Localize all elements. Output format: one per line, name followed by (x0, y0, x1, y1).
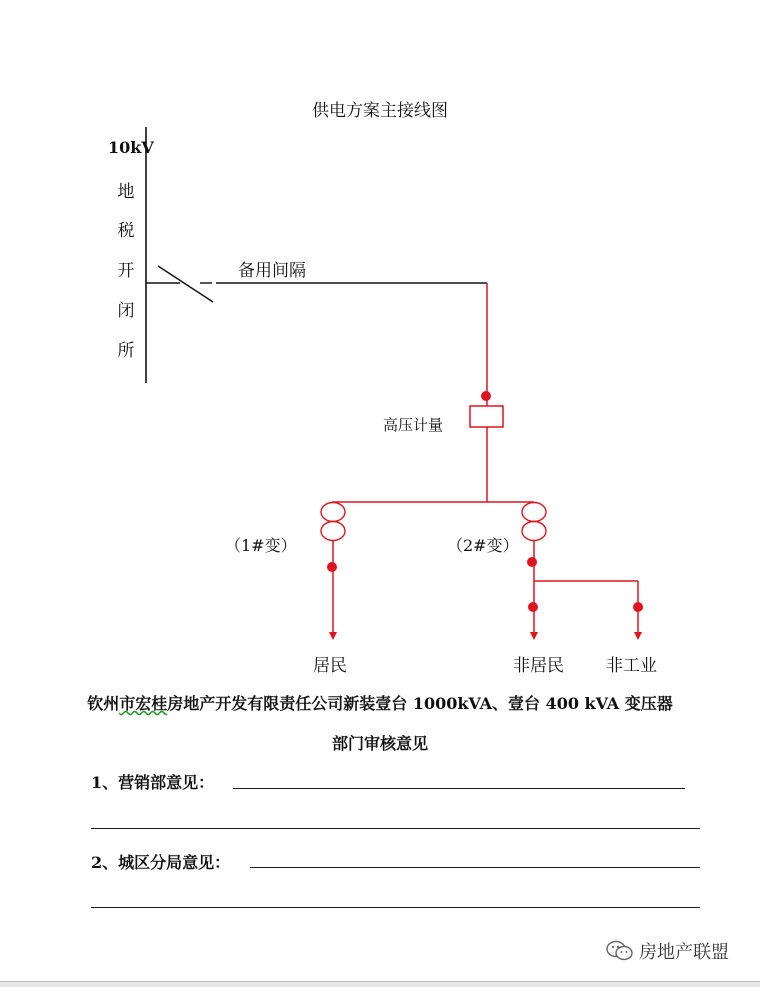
station-voltage-label: 10kV (108, 138, 154, 157)
diagram-title: 供电方案主接线图 (312, 101, 448, 121)
district-opinion-line[interactable] (250, 867, 700, 868)
metering-label: 高压计量 (383, 416, 444, 434)
spare-bay-label: 备用间隔 (238, 261, 306, 281)
station-name-char: 所 (117, 341, 135, 361)
non-industrial-breaker (633, 602, 643, 612)
non-industrial-arrow (634, 632, 642, 640)
marketing-opinion-line[interactable] (233, 788, 685, 789)
notice-line-1 (0, 691, 760, 714)
station-name-char: 开 (117, 261, 135, 281)
switch-blade (158, 266, 213, 302)
residential-arrow (329, 632, 337, 640)
transformer-1-label: （1#变） (225, 536, 297, 555)
marketing-opinion-line-2[interactable] (91, 828, 700, 829)
load-label-non-industrial: 非工业 (606, 656, 657, 676)
wechat-icon (605, 939, 635, 968)
transformer-2-lower-coil (522, 522, 546, 541)
notice-line-1-prefix: 钦州 (87, 694, 120, 713)
watermark (605, 938, 729, 968)
load-label-non-residential: 非居民 (513, 656, 564, 676)
notice-line-2: 部门审核意见 (331, 734, 428, 753)
station-name-char: 税 (117, 221, 135, 241)
district-opinion-line-2[interactable] (91, 907, 700, 908)
station-name-char: 地 (117, 182, 135, 202)
station-name-char: 闭 (117, 301, 135, 321)
non-residential-breaker (528, 602, 538, 612)
non-residential-arrow (530, 632, 538, 640)
transformer-1-lower-coil (321, 522, 345, 541)
transformer-2-label: （2#变） (447, 536, 519, 555)
transformer-1-breaker (327, 562, 337, 572)
load-label-residential: 居民 (313, 656, 347, 676)
transformer-1-upper-coil (321, 503, 345, 522)
metering-box (470, 406, 503, 427)
transformer-2-breaker (527, 557, 537, 567)
page-bottom-border (0, 981, 760, 987)
transformer-2-upper-coil (522, 503, 546, 522)
breaker-node (481, 391, 491, 401)
notice-line-1-rest: 房地产开发有限责任公司新装壹台 1000kVA、壹台 400 kVA 变压器 (167, 694, 673, 713)
watermark-text: 房地产联盟 (639, 942, 729, 963)
district-opinion-label: 2、城区分局意见： (91, 853, 231, 872)
marketing-opinion-label: 1、营销部意见： (91, 773, 215, 792)
notice-line-1-wavy: 市宏桂 (119, 694, 168, 713)
